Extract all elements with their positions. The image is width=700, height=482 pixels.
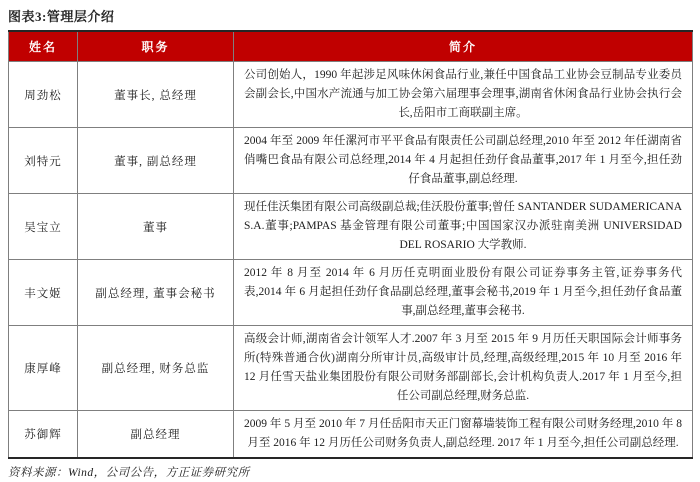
- position-cell: 董事, 副总经理: [78, 128, 234, 194]
- name-cell: 苏御辉: [9, 411, 78, 459]
- table-body: [9, 62, 693, 459]
- data-source-note: 资料来源：Wind，公司公告，方正证券研究所: [8, 467, 250, 479]
- bio-cell: 高级会计师,湖南省会计领军人才.2007 年 3 月至 2015 年 9 月历任天职国际会计师事务所(特殊普通合伙)湖南分所审计员,高级审计员,经理,高级经理,2015 年 10 月至 2016 年 12 月任雪天盐业集团股份有限公司财务部副部长,会计机构负责人.2017 年 1 月至今,担任公司副总经理,财务总监.: [234, 326, 693, 411]
- position-cell: 董事: [78, 194, 234, 260]
- bio-cell: 2009 年 5 月至 2010 年 7 月任岳阳市天正门窗幕墙装饰工程有限公司财务经理,2010 年 8 月至 2016 年 12 月历任公司财务负责人,副总经理. 2017 年 1 月至今,担任公司副总经理.: [234, 411, 693, 459]
- table-header: [9, 31, 693, 62]
- name-cell: 丰文姬: [9, 260, 78, 326]
- bio-cell: 公司创始人，1990 年起涉足风味休闲食品行业,兼任中国食品工业协会豆制品专业委员会副会长,中国水产流通与加工协会第六届理事会理事,湖南省休闲食品行业协会执行会长,岳阳市工商联副主席。: [234, 62, 693, 128]
- position-cell: 副总经理, 财务总监: [78, 326, 234, 411]
- figure-title: 图表3:管理层介绍: [8, 9, 115, 24]
- position-cell: 副总经理, 董事会秘书: [78, 260, 234, 326]
- header-cell-name: 姓名: [9, 31, 78, 62]
- name-cell: 周劲松: [9, 62, 78, 128]
- table-row: [9, 260, 693, 326]
- bio-cell: 现任佳沃集团有限公司高级副总裁;佳沃股份董事;曾任 SANTANDER SUDAMERICANA S.A.董事;PAMPAS 基金管理有限公司董事;中国国家汉办派驻南美洲 UNIVERSIDAD DEL ROSARIO 大学教师.: [234, 194, 693, 260]
- table-row: [9, 128, 693, 194]
- name-cell: 刘特元: [9, 128, 78, 194]
- header-row: [9, 31, 693, 62]
- position-cell: 副总经理: [78, 411, 234, 459]
- header-cell-position: 职务: [78, 31, 234, 62]
- management-table: [8, 30, 693, 459]
- bio-cell: 2012 年 8 月至 2014 年 6 月历任克明面业股份有限公司证券事务主管,证券事务代表,2014 年 6 月起担任劲仔食品副总经理,董事会秘书,2019 年 1 月至今,担任劲仔食品董事,副总经理,董事会秘书.: [234, 260, 693, 326]
- header-cell-bio: 简介: [234, 31, 693, 62]
- bio-cell: 2004 年至 2009 年任漯河市平平食品有限责任公司副总经理,2010 年至 2012 年任湖南省俏嘴巴食品有限公司总经理,2014 年 4 月起担任劲仔食品董事,2017 年 1 月至今,担任劲仔食品董事,副总经理.: [234, 128, 693, 194]
- position-cell: 董事长, 总经理: [78, 62, 234, 128]
- table-row: [9, 411, 693, 459]
- table-row: [9, 326, 693, 411]
- table-row: [9, 194, 693, 260]
- table-row: [9, 62, 693, 128]
- name-cell: 吴宝立: [9, 194, 78, 260]
- name-cell: 康厚峰: [9, 326, 78, 411]
